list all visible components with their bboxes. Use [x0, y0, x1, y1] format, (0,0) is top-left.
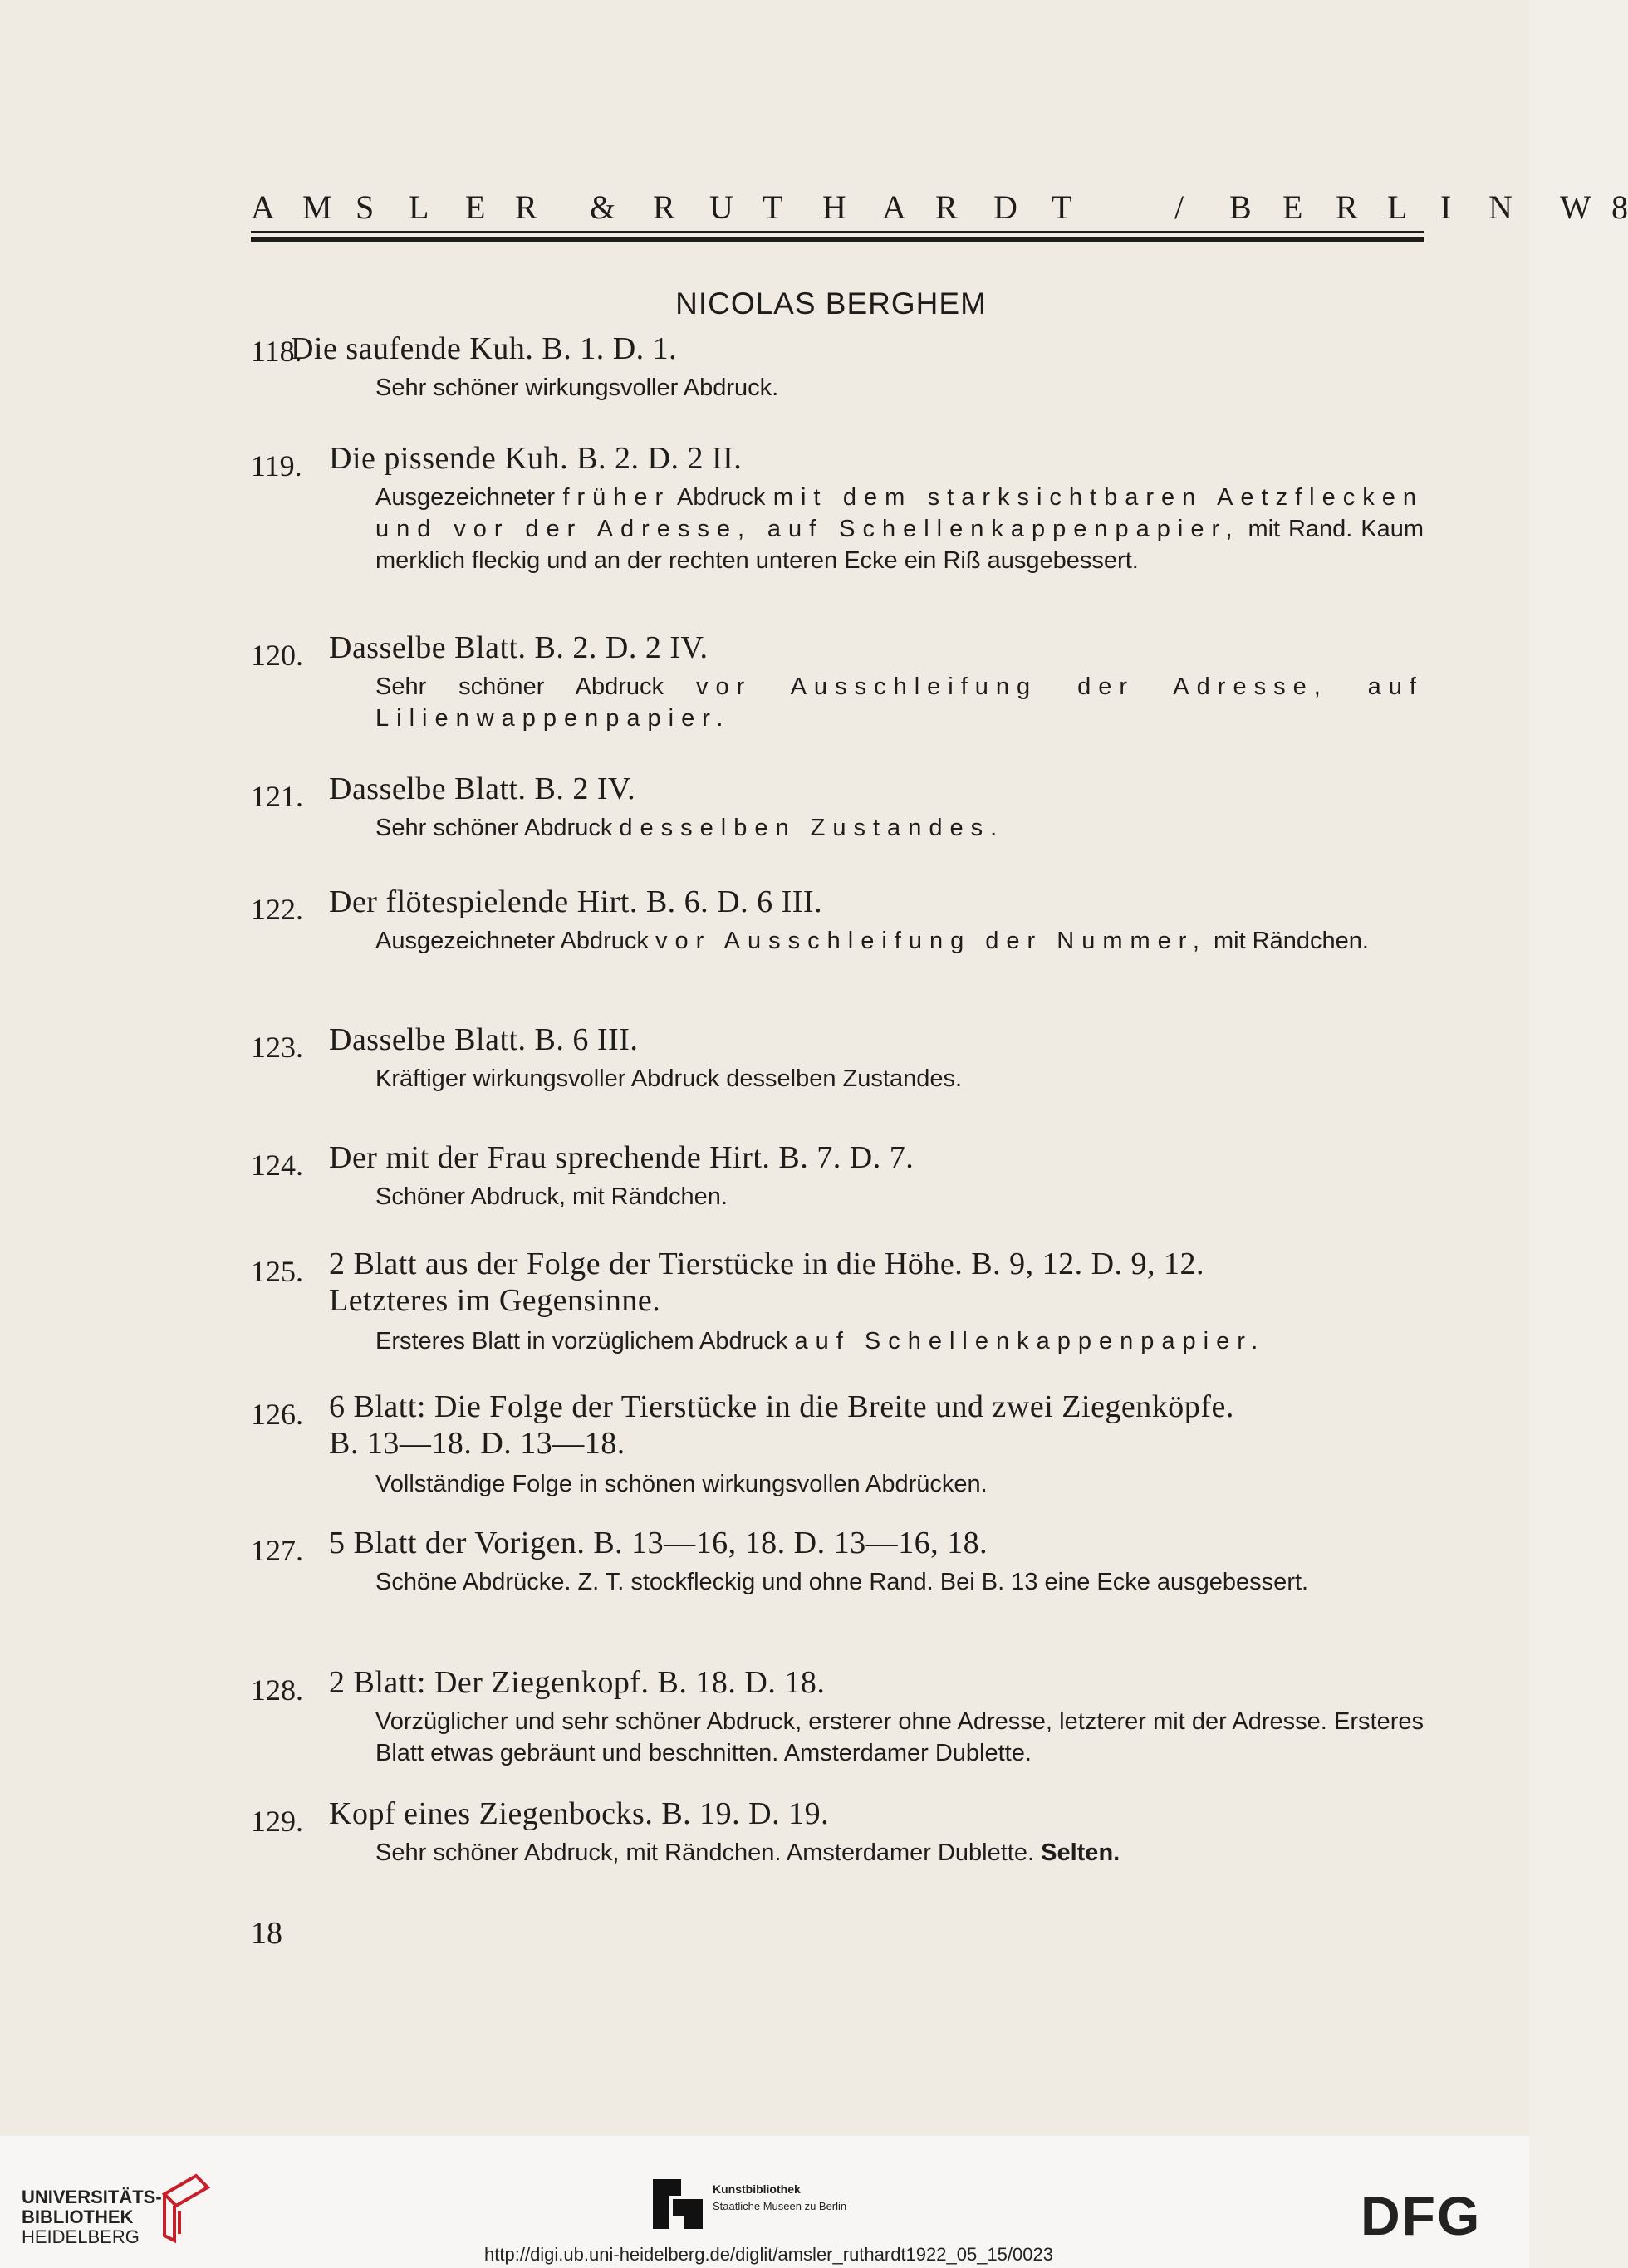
header-letter: D	[993, 189, 1018, 226]
header-letter: S	[356, 189, 375, 226]
entry-title: 6 Blatt: Die Folge der Tierstücke in die Breite und zwei Ziegenköpfe.	[329, 1389, 1234, 1424]
section-title: NICOLAS BERGHEM	[675, 287, 987, 321]
header-letter: A	[251, 189, 275, 226]
entry-number: 125.	[251, 1255, 303, 1288]
description-text: Schöner Abdruck, mit Rändchen.	[375, 1183, 728, 1210]
header-letter: R	[653, 189, 675, 226]
emphasized-text: vor Ausschleifung der Nummer,	[655, 928, 1207, 954]
emphasized-text: mit dem starksichtbaren Aetzflecken und vor der Adresse, auf Schellenkappenpapier,	[375, 484, 1424, 542]
dfg-logo: DFG	[1361, 2185, 1482, 2246]
description-text: Vollständige Folge in schönen wirkungsvollen Abdrücken.	[375, 1471, 988, 1497]
entry-title: Dasselbe Blatt. B. 6 III.	[329, 1022, 639, 1057]
kunstbibliothek-label	[713, 2181, 846, 2215]
header-rule-thick	[251, 237, 1424, 242]
entry-description	[375, 1181, 1424, 1212]
entry-number: 121.	[251, 780, 303, 813]
entry-description	[375, 1468, 1424, 1500]
entry-description	[375, 1063, 1424, 1095]
entry-description	[375, 1325, 1424, 1357]
entry-title: Die pissende Kuh. B. 2. D. 2 II.	[329, 441, 743, 476]
ub-line-3: HEIDELBERG	[22, 2226, 140, 2247]
description-text: Sehr schöner wirkungsvoller Abdruck.	[375, 375, 779, 401]
description-text: mit Rand. Kaum merklich fleckig und an der rechten unteren Ecke ein Riß ausgebessert.	[375, 516, 1424, 574]
entry-title: Der mit der Frau sprechende Hirt. B. 7. D. 7.	[329, 1140, 915, 1175]
header-letter: L	[1387, 189, 1408, 226]
page-number: 18	[251, 1916, 282, 1951]
entry-number: 120.	[251, 639, 303, 672]
header-letter: A	[882, 189, 906, 226]
header-letter: W	[1560, 189, 1591, 226]
emphasized-text: früher	[562, 484, 671, 511]
header-letter: R	[515, 189, 537, 226]
header-letter: E	[465, 189, 486, 226]
viewer-footer	[0, 2136, 1529, 2268]
entry-title: 5 Blatt der Vorigen. B. 13—16, 18. D. 13—16, 18.	[329, 1526, 988, 1560]
description-text: mit Rändchen.	[1206, 928, 1369, 954]
entry-description	[375, 482, 1424, 576]
header-letter: R	[1336, 189, 1358, 226]
description-text: Sehr schöner Abdruck	[375, 815, 620, 841]
entry-number: 122.	[251, 893, 303, 926]
emphasized-text: vor Ausschleifung der Adresse, auf Lilienwappenpapier.	[375, 674, 1424, 732]
entry-description	[375, 925, 1424, 957]
header-letter: /	[1174, 189, 1184, 226]
emphasized-text: auf Schellenkappenpapier.	[794, 1328, 1266, 1354]
description-text: Abdruck	[670, 484, 773, 511]
header-letter: E	[1282, 189, 1303, 226]
entry-number: 128.	[251, 1673, 303, 1707]
entry-number: 126.	[251, 1398, 303, 1431]
header-letter: H	[822, 189, 846, 226]
header-letter: B	[1229, 189, 1252, 226]
entry-number: 118.	[251, 335, 302, 368]
description-text: Sehr schöner Abdruck, mit Rändchen. Amsterdamer Dublette.	[375, 1839, 1042, 1866]
header-letter: I	[1440, 189, 1452, 226]
kb-line-1: Kunstbibliothek	[713, 2182, 801, 2196]
entry-title-continued: Letzteres im Gegensinne.	[329, 1283, 661, 1318]
entry-number: 123.	[251, 1031, 303, 1064]
entry-description	[375, 671, 1424, 734]
entry-title: 2 Blatt aus der Folge der Tierstücke in die Höhe. B. 9, 12. D. 9, 12.	[329, 1247, 1205, 1281]
entry-number: 124.	[251, 1149, 303, 1182]
description-text: Kräftiger wirkungsvoller Abdruck desselben Zustandes.	[375, 1065, 963, 1092]
header-rule-thin	[251, 231, 1424, 233]
entry-description	[375, 812, 1424, 844]
emphasized-text: desselben Zustandes.	[619, 815, 1005, 841]
header-letter: N	[1488, 189, 1513, 226]
ub-line-1: UNIVERSITÄTS-	[22, 2187, 162, 2207]
ub-logo-icon	[154, 2169, 213, 2244]
entry-title: Kopf eines Ziegenbocks. B. 19. D. 19.	[329, 1796, 830, 1831]
header-letter: T	[1052, 189, 1072, 226]
header-letter: L	[409, 189, 429, 226]
header-letter: T	[763, 189, 783, 226]
entry-title: Die saufende Kuh. B. 1. D. 1.	[291, 331, 678, 366]
header-letter: U	[709, 189, 733, 226]
description-text: Vorzüglicher und sehr schöner Abdruck, ersterer ohne Adresse, letzterer mit der Adresse. Ersteres Blatt etwas gebräunt und beschnitten. Amsterdamer Dublette.	[375, 1708, 1424, 1766]
permalink-url[interactable]: http://digi.ub.uni-heidelberg.de/diglit/amsler_ruthardt1922_05_15/0023	[484, 2244, 1053, 2265]
entry-description	[375, 1706, 1424, 1769]
entry-title-continued: B. 13—18. D. 13—18.	[329, 1426, 625, 1461]
description-text: Ersteres Blatt in vorzüglichem Abdruck	[375, 1328, 795, 1354]
ub-heidelberg-label	[22, 2187, 162, 2247]
kb-line-2: Staatliche Museen zu Berlin	[713, 2200, 847, 2212]
description-text: Selten.	[1041, 1839, 1120, 1866]
description-text: Schöne Abdrücke. Z. T. stockfleckig und ohne Rand. Bei B. 13 eine Ecke ausgebessert.	[375, 1569, 1309, 1595]
entry-description	[375, 1837, 1424, 1869]
description-text: Ausgezeichneter	[375, 484, 563, 511]
ub-line-2: BIBLIOTHEK	[22, 2207, 134, 2227]
entry-title: 2 Blatt: Der Ziegenkopf. B. 18. D. 18.	[329, 1665, 826, 1700]
description-text: Ausgezeichneter Abdruck	[375, 928, 655, 954]
entry-title: Dasselbe Blatt. B. 2. D. 2 IV.	[329, 630, 709, 665]
entry-number: 129.	[251, 1805, 303, 1838]
header-letter: &	[590, 189, 616, 226]
entry-description	[375, 372, 1424, 404]
description-text: Sehr schöner Abdruck	[375, 674, 696, 700]
kunstbibliothek-logo-icon	[653, 2179, 703, 2229]
header-letter: R	[935, 189, 958, 226]
entry-description	[375, 1566, 1424, 1598]
entry-number: 127.	[251, 1534, 303, 1567]
header-letter: M	[302, 189, 332, 226]
entry-title: Dasselbe Blatt. B. 2 IV.	[329, 772, 636, 806]
header-letter: 8	[1611, 189, 1628, 226]
entry-number: 119.	[251, 449, 302, 483]
entry-title: Der flötespielende Hirt. B. 6. D. 6 III.	[329, 884, 823, 919]
